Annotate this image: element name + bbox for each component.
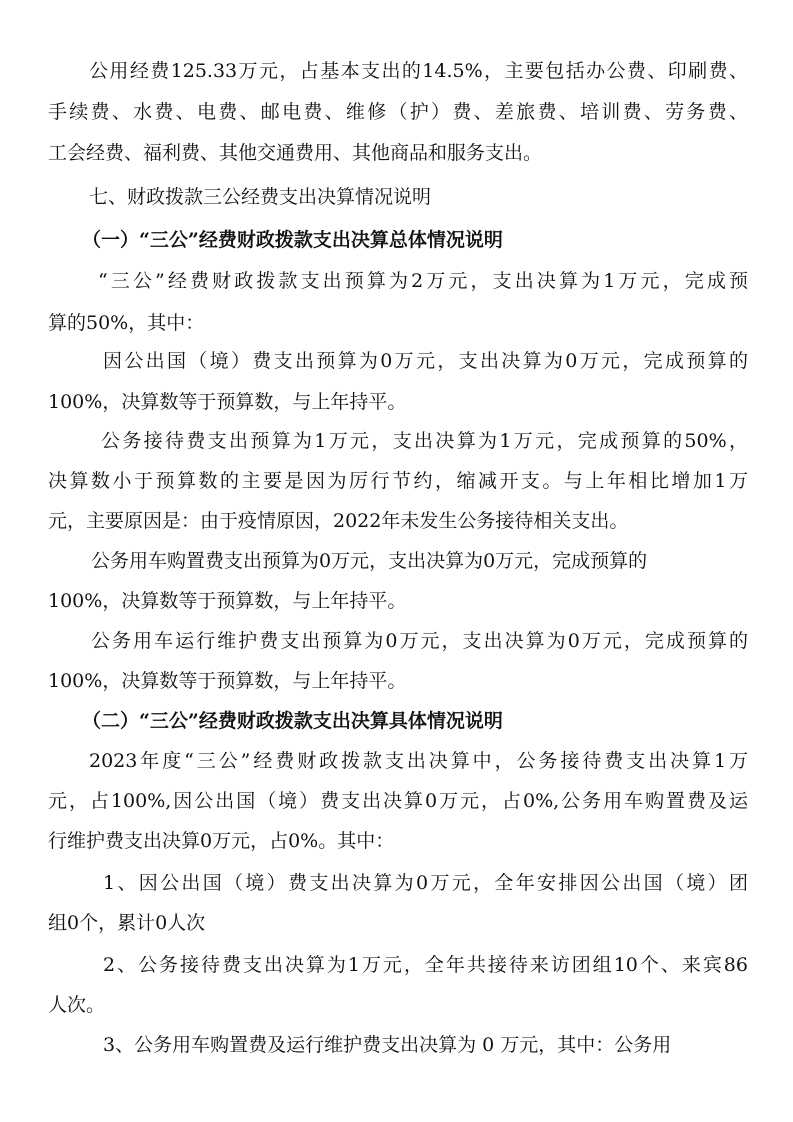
paragraph-line: 公务用车购置费支出预算为0万元，支出决算为0万元，完成预算的 (91, 550, 648, 572)
paragraph-line: 组0个，累计0人次 (48, 912, 206, 934)
paragraph-line: 100%，决算数等于预算数，与上年持平。 (48, 391, 407, 413)
paragraph-line: 公用经费125.33万元，占基本支出的14.5%，主要包括办公费、印刷费、 (89, 60, 748, 82)
paragraph-line: 人次。 (48, 994, 106, 1016)
paragraph-line: 100%，决算数等于预算数，与上年持平。 (48, 590, 407, 612)
paragraph-line: “三公”经费财政拨款支出预算为2万元，支出决算为1万元，完成预 (98, 270, 748, 292)
paragraph-line: 公务接待费支出预算为1万元，支出决算为1万元，完成预算的50%， (101, 430, 748, 452)
paragraph-line: 工会经费、福利费、其他交通费用、其他商品和服务支出。 (48, 142, 543, 164)
paragraph-line: 3、公务用车购置费及运行维护费支出决算为 0 万元，其中：公务用 (103, 1034, 672, 1056)
section-heading: （一）“三公”经费财政拨款支出决算总体情况说明 (82, 229, 503, 251)
paragraph-line: 决算数小于预算数的主要是因为厉行节约，缩减开支。与上年相比增加1万 (48, 470, 748, 492)
paragraph-line: 七、财政拨款三公经费支出决算情况说明 (89, 186, 432, 208)
paragraph-line: 元，占100%,因公出国（境）费支出决算0万元，占0%,公务用车购置费及运 (48, 790, 748, 812)
paragraph-line: 元，主要原因是：由于疫情原因，2022年未发生公务接待相关支出。 (48, 510, 629, 532)
paragraph-line: 行维护费支出决算0万元，占0%。其中： (48, 830, 395, 852)
paragraph-line: 公务用车运行维护费支出预算为0万元，支出决算为0万元，完成预算的 (91, 630, 748, 652)
paragraph-line: 2023年度“三公”经费财政拨款支出决算中，公务接待费支出决算1万 (89, 750, 748, 772)
paragraph-line: 算的50%，其中： (48, 312, 205, 334)
paragraph-line: 1、因公出国（境）费支出决算为0万元，全年安排因公出国（境）团 (103, 872, 748, 894)
paragraph-line: 因公出国（境）费支出预算为0万元，支出决算为0万元，完成预算的 (103, 350, 748, 372)
section-heading: （二）“三公”经费财政拨款支出决算具体情况说明 (82, 710, 503, 732)
paragraph-line: 2、公务接待费支出决算为1万元，全年共接待来访团组10个、来宾86 (103, 954, 748, 976)
paragraph-line: 手续费、水费、电费、邮电费、维修（护）费、差旅费、培训费、劳务费、 (48, 101, 748, 123)
paragraph-line: 100%，决算数等于预算数，与上年持平。 (48, 670, 407, 692)
